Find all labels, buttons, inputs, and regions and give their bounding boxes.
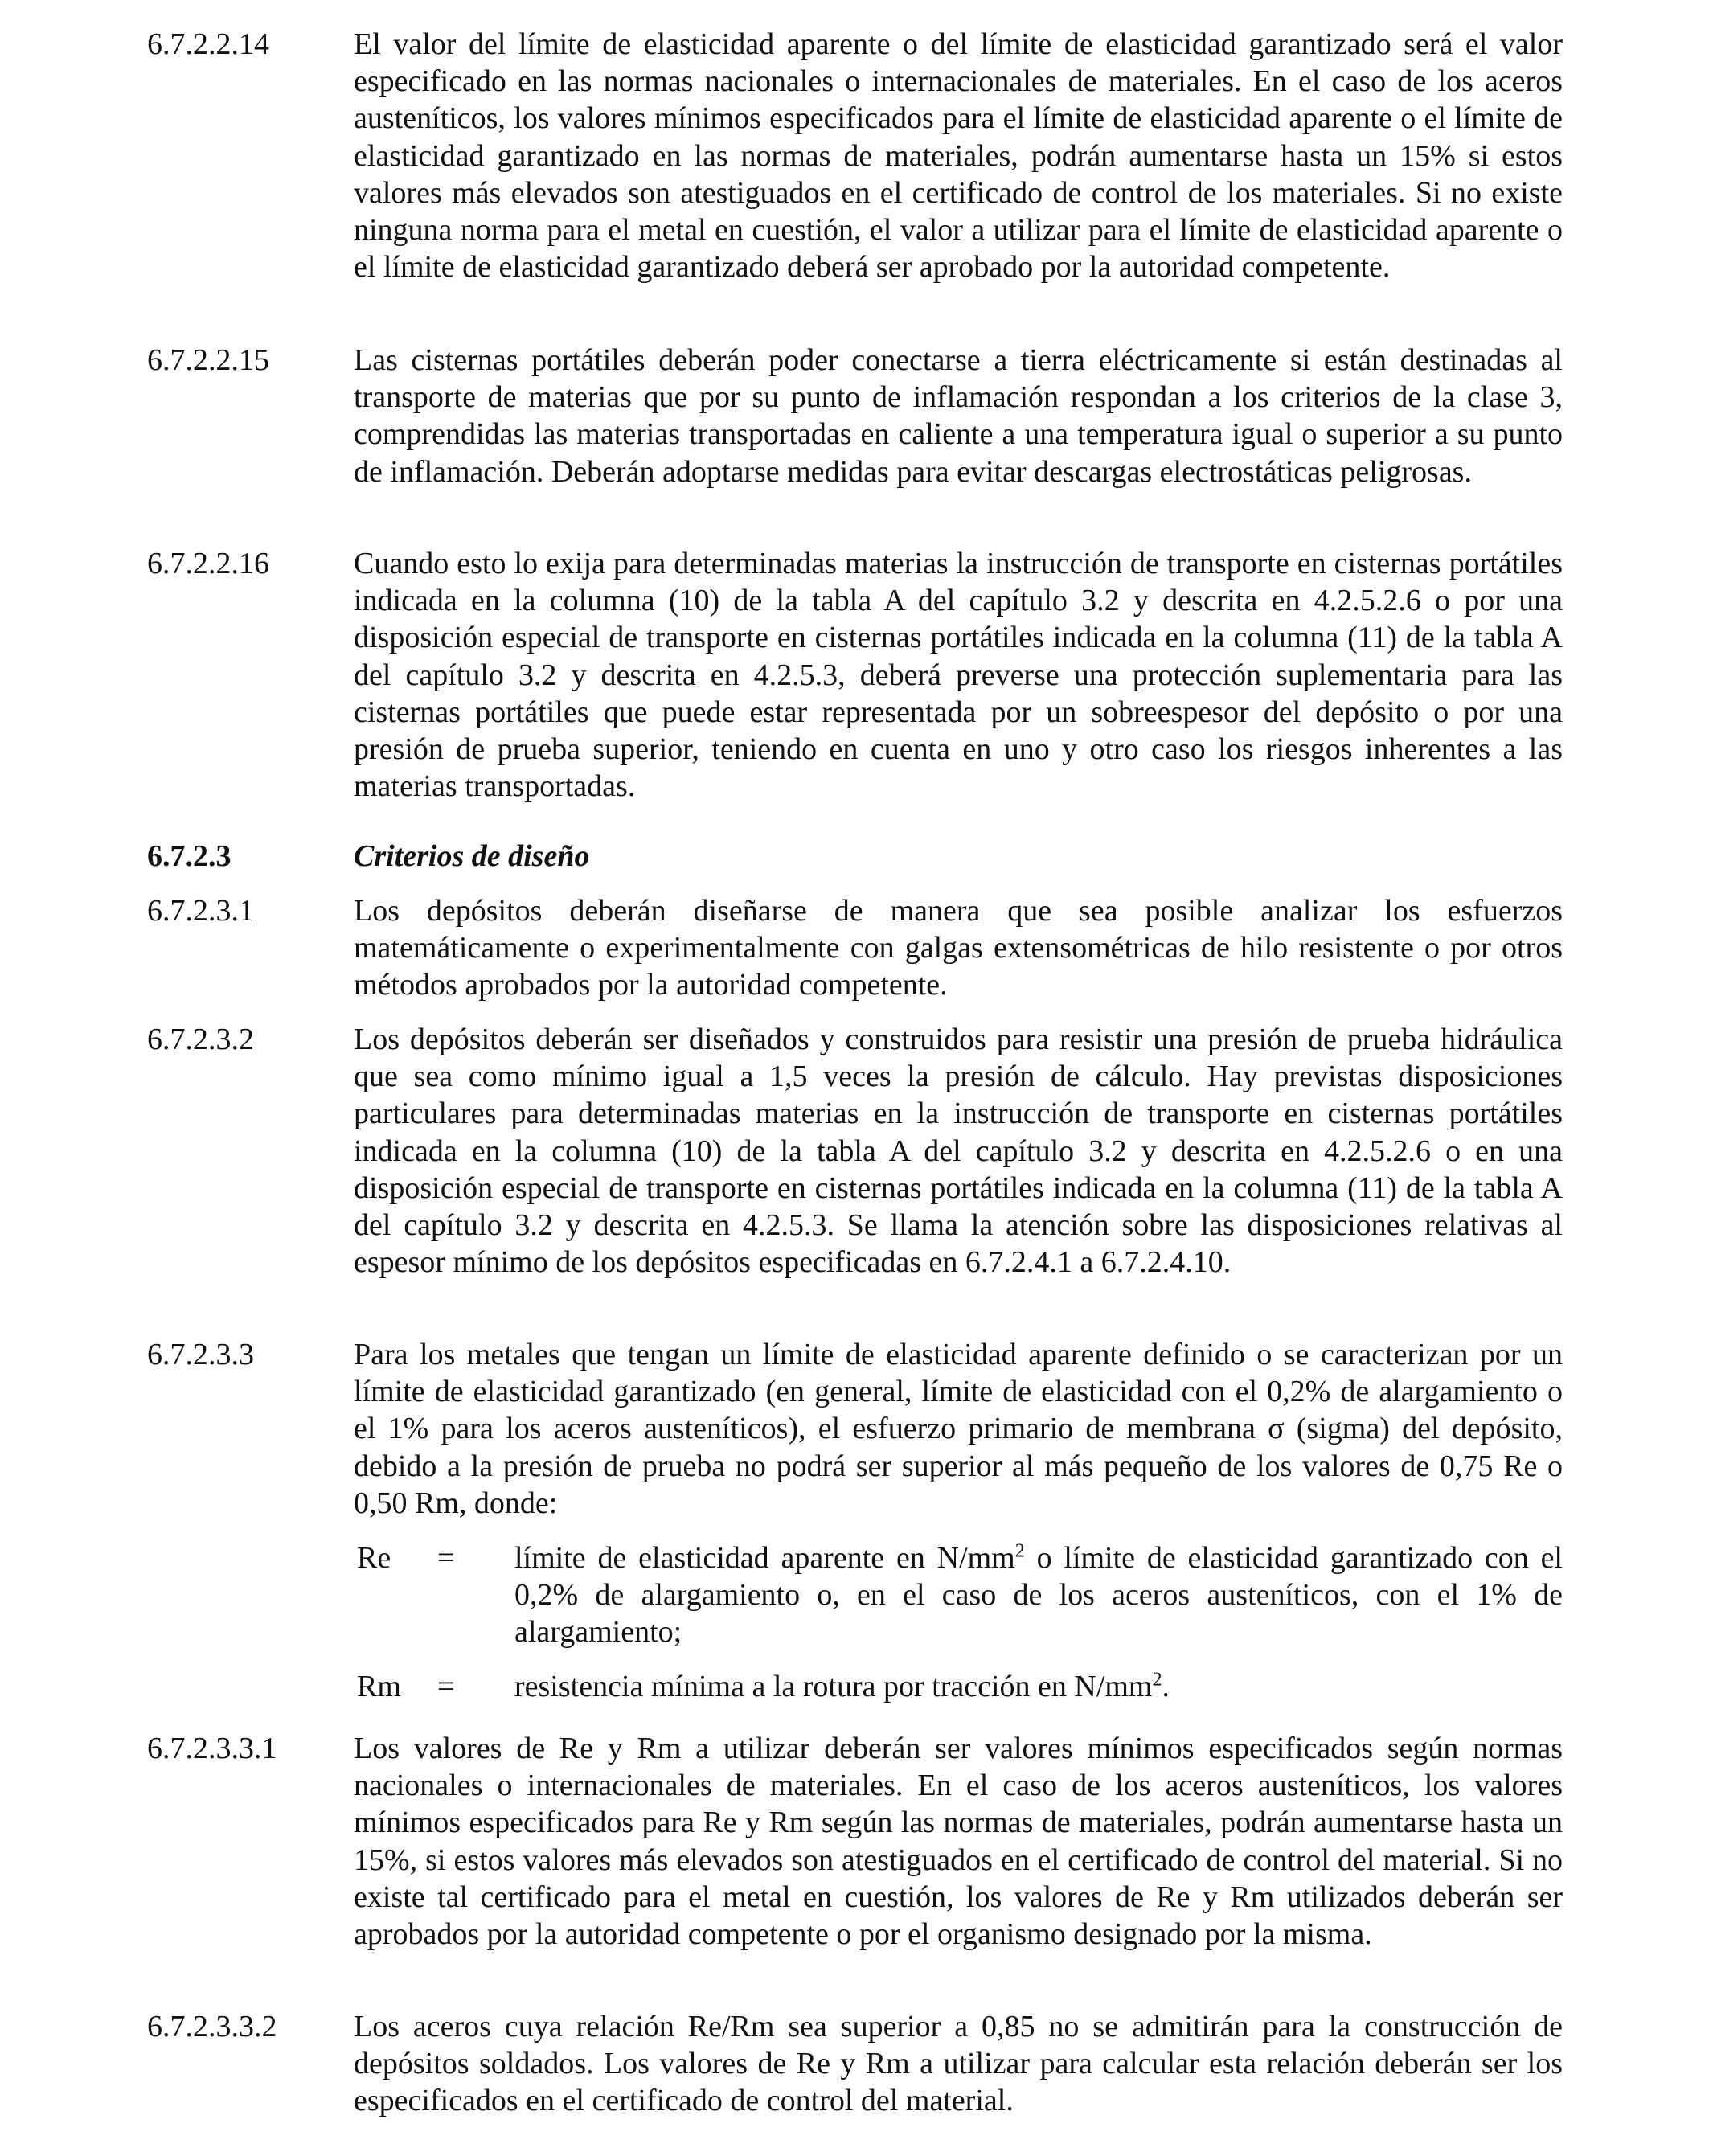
superscript: 2 [1014, 1540, 1025, 1562]
definition-text [514, 1668, 1563, 1705]
superscript: 2 [1152, 1669, 1162, 1691]
paragraph-number: 6.7.2.3.3.1 [147, 1732, 277, 1765]
paragraph-text: Para los metales que tengan un límite de elasticidad aparente definido o se caracterizan por un límite de elasticidad garantizado (en general, límite de elasticidad con el 0,2% de alargamiento o el 1% para los aceros austeníticos), el esfuerzo primario de membrana σ (sigma) del depósito, debido a la presión de prueba no podrá ser superior al más pequeño de los valores de 0,75 Re o 0,50 Rm, donde: [354, 1338, 1563, 1520]
paragraph-text: Los valores de Re y Rm a utilizar deberán ser valores mínimos especificados según normas nacionales o internacionales de materiales. En el caso de los aceros austeníticos, los valores mínimos especificados para Re y Rm según las normas de materiales, podrán aumentarse hasta un 15%, si estos valores más elevados son atestiguados en el certificado de control del material. Si no existe tal certificado para el metal en cuestión, los valores de Re y Rm utilizados deberán ser aprobados por la autoridad competente o por el organismo designado por la misma. [354, 1732, 1563, 1952]
definition-text-part: o límite de elasticidad garantizado con el 0,2% de alargamiento o, en el caso de los aceros austeníticos, con el 1% de alargamiento; [514, 1541, 1563, 1650]
section-number: 6.7.2.3 [147, 839, 232, 873]
definition-text-part: límite de elasticidad aparente en N/mm [514, 1541, 1015, 1575]
definition-text [514, 1539, 1563, 1651]
section-title: Criterios de diseño [354, 839, 590, 873]
paragraph-text: Los aceros cuya relación Re/Rm sea superior a 0,85 no se admitirán para la construcción de depósitos soldados. Los valores de Re y Rm a utilizar para calcular esta relación deberán ser los especificados en el certificado de control del material. [354, 2010, 1563, 2118]
definition-symbol: Re [357, 1541, 391, 1575]
definition-text-part: . [1162, 1670, 1170, 1703]
paragraph-text: Las cisternas portátiles deberán poder conectarse a tierra eléctricamente si están destinadas al transporte de materias que por su punto de inflamación respondan a los criterios de la clase 3, comprendidas las materias transportadas en caliente a una temperatura igual o superior a su punto de inflamación. Deberán adoptarse medidas para evitar descargas electrostáticas peligrosas. [354, 343, 1563, 489]
paragraph-number: 6.7.2.3.3 [147, 1338, 254, 1371]
paragraph-number: 6.7.2.2.14 [147, 27, 269, 61]
definition-text-part: resistencia mínima a la rotura por tracción en N/mm [514, 1670, 1153, 1703]
paragraph-number: 6.7.2.3.1 [147, 894, 254, 928]
paragraph-text: Los depósitos deberán diseñarse de manera que sea posible analizar los esfuerzos matemáticamente o experimentalmente con galgas extensométricas de hilo resistente o por otros métodos aprobados por la autoridad competente. [354, 894, 1563, 1002]
definition-equals: = [437, 1670, 455, 1703]
paragraph-number: 6.7.2.3.2 [147, 1023, 254, 1056]
paragraph-number: 6.7.2.2.15 [147, 343, 269, 377]
paragraph-number: 6.7.2.3.3.2 [147, 2010, 277, 2043]
paragraph-text: El valor del límite de elasticidad aparente o del límite de elasticidad garantizado será el valor especificado en las normas nacionales o internacionales de materiales. En el caso de los aceros austeníticos, los valores mínimos especificados para el límite de elasticidad aparente o el límite de elasticidad garantizado en las normas de materiales, podrán aumentarse hasta un 15% si estos valores más elevados son atestiguados en el certificado de control de los materiales. Si no existe ninguna norma para el metal en cuestión, el valor a utilizar para el límite de elasticidad aparente o el límite de elasticidad garantizado deberá ser aprobado por la autoridad competente. [354, 27, 1563, 285]
paragraph-text: Cuando esto lo exija para determinadas materias la instrucción de transporte en cisternas portátiles indicada en la columna (10) de la tabla A del capítulo 3.2 y descrita en 4.2.5.2.6 o por una disposición especial de transporte en cisternas portátiles indicada en la columna (11) de la tabla A del capítulo 3.2 y descrita en 4.2.5.3, deberá preverse una protección suplementaria para las cisternas portátiles que puede estar representada por un sobreespesor del depósito o por una presión de prueba superior, teniendo en cuenta en uno y otro caso los riesgos inherentes a las materias transportadas. [354, 547, 1563, 804]
paragraph-number: 6.7.2.2.16 [147, 547, 269, 580]
definition-equals: = [437, 1541, 455, 1575]
definition-symbol: Rm [357, 1670, 401, 1703]
paragraph-text: Los depósitos deberán ser diseñados y construidos para resistir una presión de prueba hidráulica que sea como mínimo igual a 1,5 veces la presión de cálculo. Hay previstas disposiciones particulares para determinadas materias en la instrucción de transporte en cisternas portátiles indicada en la columna (10) de la tabla A del capítulo 3.2 y descrita en 4.2.5.2.6 o en una disposición especial de transporte en cisternas portátiles indicada en la columna (11) de la tabla A del capítulo 3.2 y descrita en 4.2.5.3. Se llama la atención sobre las disposiciones relativas al espesor mínimo de los depósitos especificadas en 6.7.2.4.1 a 6.7.2.4.10. [354, 1023, 1563, 1280]
